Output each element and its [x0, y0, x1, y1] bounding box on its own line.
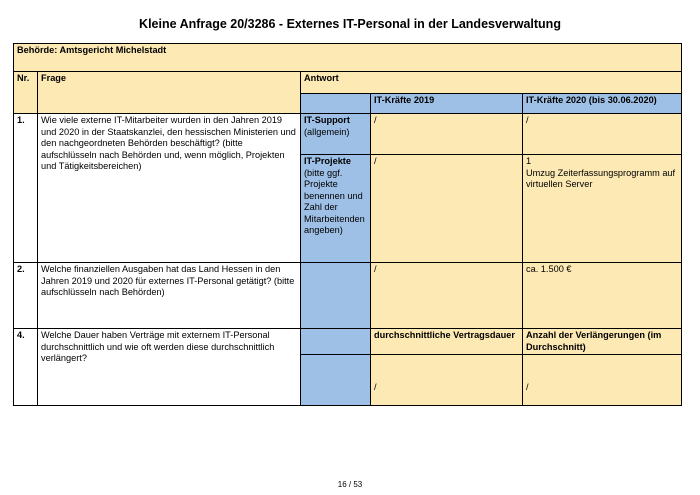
q4-nr: 4. — [14, 329, 38, 406]
q1-nr: 1. — [14, 114, 38, 263]
q4-val-duration: / — [371, 355, 523, 406]
q1-projekte-2020-count: 1 — [526, 156, 532, 166]
q2-2020: ca. 1.500 € — [523, 263, 682, 329]
q1-text: Wie viele externe IT-Mitarbeiter wurden in den Jahren 2019 und 2020 in der Staatskanzlei, den hessischen Ministerien und den nachgeordneten Behörden beschäftigt? (bitte aufschlüsseln nach Behörden und, wenn möglich, Projekten und Tätigkeitsbereichen) — [38, 114, 301, 263]
q1-projekte-label — [301, 155, 371, 263]
q2-2019: / — [371, 263, 523, 329]
header-empty — [301, 94, 371, 114]
q1-projekte-2020-desc: Umzug Zeiterfassungsprogramm auf virtuellen Server — [526, 167, 676, 189]
q1-support-title: IT-Support — [304, 115, 350, 125]
q4-label-empty — [301, 329, 371, 355]
header-frage: Frage — [38, 72, 301, 114]
q2-label-empty — [301, 263, 371, 329]
q4-head-extensions: Anzahl der Verlängerungen (im Durchschnitt) — [523, 329, 682, 355]
q4-text: Welche Dauer haben Verträge mit externem IT-Personal durchschnittlich und wie oft werden diese durchschnittlich verlängert? — [38, 329, 301, 406]
q4-val-extensions: / — [523, 355, 682, 406]
q1-projekte-title: IT-Projekte — [304, 156, 351, 166]
document-title: Kleine Anfrage 20/3286 - Externes IT-Personal in der Landesverwaltung — [139, 17, 561, 31]
q1-projekte-2020 — [523, 155, 682, 263]
header-2019: IT-Kräfte 2019 — [371, 94, 523, 114]
q4-head-duration: durchschnittliche Vertragsdauer — [371, 329, 523, 355]
header-2020: IT-Kräfte 2020 (bis 30.06.2020) — [523, 94, 682, 114]
q2-nr: 2. — [14, 263, 38, 329]
q1-support-label — [301, 114, 371, 155]
agency-row: Behörde: Amtsgericht Michelstadt — [14, 44, 682, 72]
q1-support-2019: / — [371, 114, 523, 155]
answer-table — [13, 43, 682, 406]
page-number: 16 / 53 — [337, 480, 363, 489]
q2-text: Welche finanziellen Ausgaben hat das Land Hessen in den Jahren 2019 und 2020 für externes IT-Personal getätigt? (bitte aufschlüsseln nach Behörden) — [38, 263, 301, 329]
header-antwort: Antwort — [301, 72, 682, 94]
header-nr: Nr. — [14, 72, 38, 114]
q4-label-empty-2 — [301, 355, 371, 406]
q1-support-sub: (allgemein) — [304, 126, 350, 137]
q1-support-2020: / — [523, 114, 682, 155]
q1-projekte-2019: / — [371, 155, 523, 263]
q1-projekte-sub: (bitte ggf. Projekte benennen und Zahl der Mitarbeitenden angeben) — [304, 167, 365, 235]
